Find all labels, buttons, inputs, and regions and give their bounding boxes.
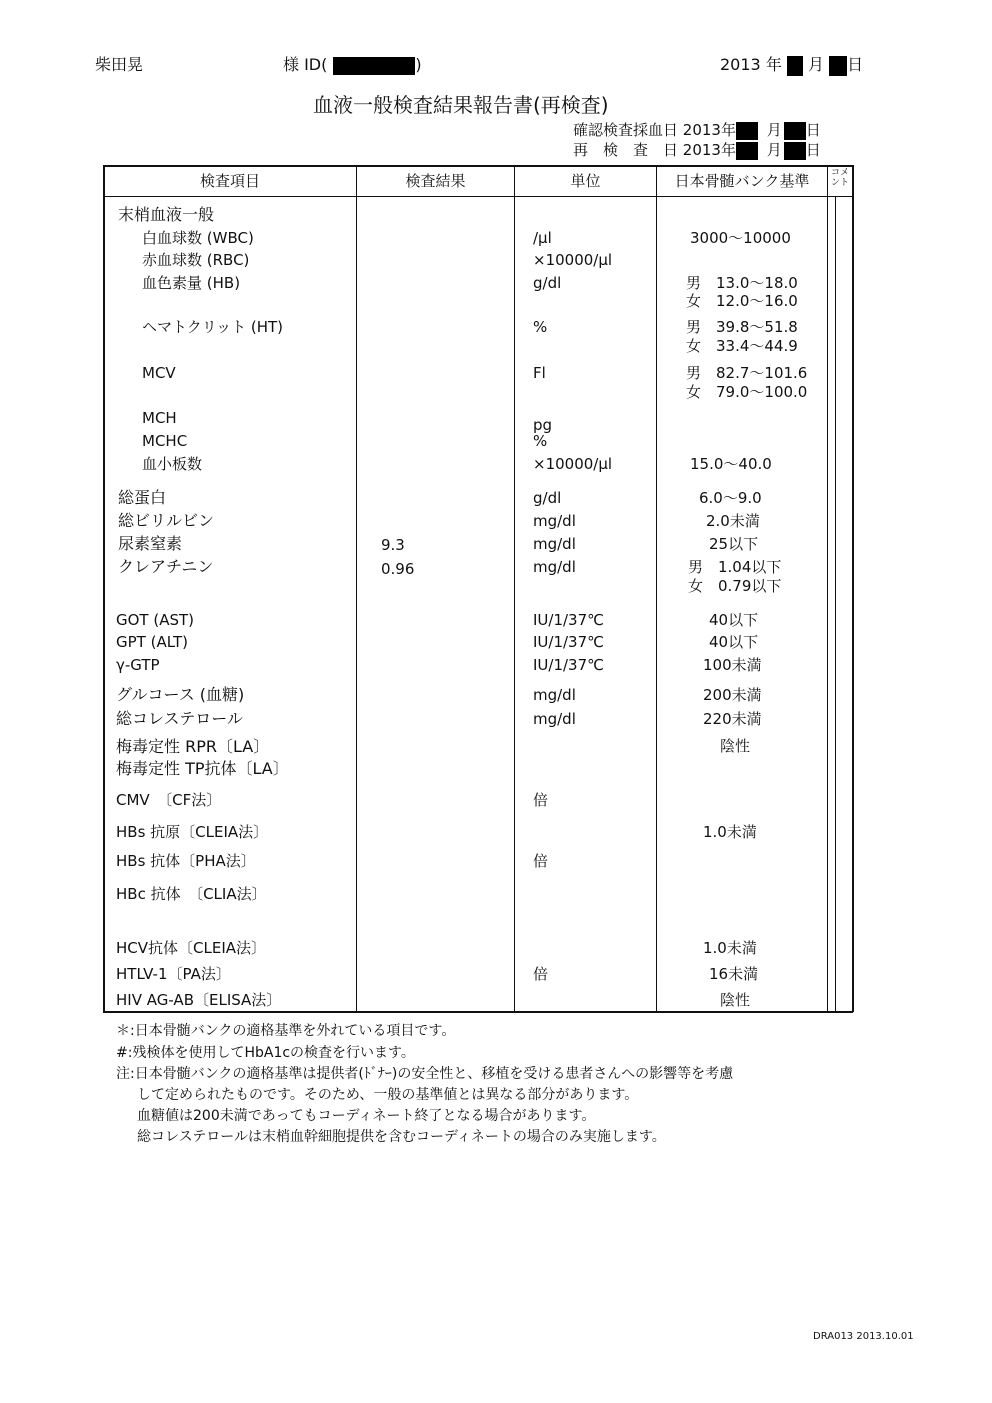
- row-hb-name: 血色素量 (HB): [142, 274, 241, 292]
- row-hbc-ab-name: HBc 抗体 〔CLIA法〕: [116, 885, 267, 903]
- recheck-month-redaction: [736, 142, 758, 160]
- note-cholesterol: 総コレステロールは末梢血幹細胞提供を含むコーディネートの場合のみ実施します。: [137, 1129, 666, 1145]
- report-month-char: 月: [808, 55, 825, 74]
- table-header-divider: [103, 196, 853, 197]
- note-caution: 注:日本骨髄バンクの適格基準は提供者(ﾄﾞﾅｰ)の安全性と、移植を受ける患者さんへの影響等を考慮: [116, 1066, 734, 1082]
- row-hbs-ab-name: HBs 抗体〔PHA法〕: [116, 852, 256, 870]
- row-tbil-unit: mg/dl: [533, 512, 576, 530]
- row-tc-name: 総コレステロール: [116, 709, 243, 728]
- row-hiv-name: HIV AG-AB〔ELISA法〕: [116, 991, 282, 1009]
- row-htlv-ref: 16未満: [709, 965, 759, 983]
- row-mchc-name: MCHC: [142, 432, 188, 450]
- header-reference: 日本骨髄バンク基準: [674, 172, 810, 190]
- row-plt-name: 血小板数: [142, 455, 203, 473]
- recheck-date-label: 再 検 査 日: [573, 141, 679, 159]
- report-day-char: 日: [847, 55, 864, 74]
- row-glu-name: グルコース (血糖): [116, 685, 245, 704]
- id-redaction: [333, 57, 415, 75]
- row-bun-name: 尿素窒素: [118, 534, 183, 553]
- row-hb-ref-female: 女 12.0〜16.0: [686, 292, 798, 310]
- col-divider-ref: [656, 165, 657, 1012]
- row-ggtp-name: γ-GTP: [116, 656, 160, 674]
- confirm-year-char: 年: [720, 121, 736, 139]
- patient-name: 柴田晃: [95, 55, 144, 74]
- row-rbc-unit: ×10000/μl: [533, 251, 613, 269]
- row-cre-name: クレアチニン: [118, 557, 214, 576]
- confirm-year: 2013: [682, 121, 721, 139]
- row-wbc-ref: 3000〜10000: [690, 229, 791, 247]
- page-title: 血液一般検査結果報告書(再検査): [313, 93, 609, 117]
- row-plt-ref: 15.0〜40.0: [690, 455, 772, 473]
- row-ht-unit: %: [533, 318, 548, 336]
- recheck-year-char: 年: [720, 141, 736, 159]
- recheck-day-char: 日: [805, 141, 821, 159]
- row-glu-ref: 200未満: [703, 686, 762, 704]
- row-wbc-unit: /μl: [533, 229, 552, 247]
- row-tc-unit: mg/dl: [533, 710, 576, 728]
- recheck-date: [573, 139, 821, 160]
- col-divider-unit: [514, 165, 515, 1012]
- header-unit: 単位: [570, 172, 601, 190]
- row-tbil-ref: 2.0未満: [706, 512, 760, 530]
- confirm-day-char: 日: [805, 121, 821, 139]
- row-tbil-name: 総ビリルビン: [118, 511, 215, 530]
- row-bun-unit: mg/dl: [533, 535, 576, 553]
- row-ggtp-ref: 100未満: [703, 656, 762, 674]
- row-tp-name: 総蛋白: [118, 488, 167, 507]
- row-gpt-name: GPT (ALT): [116, 633, 189, 651]
- form-code: DRA013 2013.10.01: [813, 1331, 914, 1342]
- row-ggtp-unit: IU/1/37℃: [533, 656, 604, 674]
- row-got-unit: IU/1/37℃: [533, 611, 604, 629]
- row-htlv-unit: 倍: [533, 965, 549, 983]
- header-result: 検査結果: [405, 172, 466, 190]
- row-rpr-ref: 陰性: [720, 737, 751, 755]
- row-plt-unit: ×10000/μl: [533, 455, 613, 473]
- row-bun-result: 9.3: [381, 536, 405, 554]
- confirm-month-redaction: [736, 122, 758, 140]
- row-hiv-ref: 陰性: [720, 991, 751, 1009]
- row-cre-ref-male: 男 1.04以下: [688, 558, 782, 576]
- header-test-item: 検査項目: [199, 172, 260, 190]
- note-asterisk: ＊:日本骨髄バンクの適格基準を外れている項目です。: [116, 1023, 456, 1039]
- table-border-bottom: [103, 1011, 853, 1013]
- confirm-month-char: 月: [766, 121, 782, 139]
- col-divider-result: [356, 165, 357, 1012]
- row-mcv-name: MCV: [142, 364, 176, 382]
- col-divider-comment: [827, 165, 828, 1012]
- confirm-date: [573, 119, 821, 140]
- row-hbs-ab-unit: 倍: [533, 852, 549, 870]
- row-mch-unit: pg: [533, 416, 553, 434]
- row-hcv-ref: 1.0未満: [703, 939, 757, 957]
- row-tp-unit: g/dl: [533, 489, 562, 507]
- month-redaction: [787, 56, 803, 76]
- id-prefix: 様 ID(: [283, 55, 328, 74]
- report-date: [720, 52, 863, 76]
- row-got-ref: 40以下: [709, 611, 759, 629]
- table-border-left: [103, 165, 105, 1012]
- row-tp-ab-name: 梅毒定性 TP抗体〔LA〕: [116, 759, 289, 778]
- report-year: 2013: [720, 55, 761, 74]
- row-glu-unit: mg/dl: [533, 686, 576, 704]
- id-field: [283, 52, 422, 75]
- row-ht-ref-female: 女 33.4〜44.9: [686, 337, 798, 355]
- row-wbc-name: 白血球数 (WBC): [142, 229, 254, 247]
- row-cmv-name: CMV 〔CF法〕: [116, 791, 222, 809]
- day-redaction: [829, 56, 847, 76]
- report-year-char: 年: [765, 55, 782, 74]
- row-mchc-unit: %: [533, 432, 548, 450]
- note-caution-cont: して定められたものです。そのため、一般の基準値とは異なる部分があります。: [137, 1087, 639, 1103]
- row-tc-ref: 220未満: [703, 710, 762, 728]
- row-mcv-unit: Fl: [533, 364, 546, 382]
- row-tp-ref: 6.0〜9.0: [699, 489, 762, 507]
- row-cre-result: 0.96: [381, 560, 415, 578]
- note-glucose: 血糖値は200未満であってもコーディネート終了となる場合があります。: [137, 1108, 596, 1124]
- row-mch-name: MCH: [142, 409, 177, 427]
- confirm-date-label: 確認検査採血日: [573, 121, 679, 139]
- row-htlv-name: HTLV-1〔PA法〕: [116, 965, 231, 983]
- section-peripheral-blood: 末梢血液一般: [118, 205, 215, 224]
- row-hb-ref-male: 男 13.0〜18.0: [686, 274, 798, 292]
- recheck-year: 2013: [682, 141, 721, 159]
- row-cre-unit: mg/dl: [533, 558, 576, 576]
- row-cre-ref-female: 女 0.79以下: [688, 577, 782, 595]
- row-rbc-name: 赤血球数 (RBC): [142, 251, 250, 269]
- row-hbs-ag-ref: 1.0未満: [703, 823, 757, 841]
- row-ht-name: ヘマトクリット (HT): [142, 318, 284, 336]
- recheck-day-redaction: [784, 142, 806, 160]
- row-hbs-ag-name: HBs 抗原〔CLEIA法〕: [116, 823, 269, 841]
- row-rpr-name: 梅毒定性 RPR〔LA〕: [116, 737, 270, 756]
- confirm-day-redaction: [784, 122, 806, 140]
- recheck-month-char: 月: [766, 141, 782, 159]
- id-suffix: ): [415, 55, 422, 74]
- row-gpt-unit: IU/1/37℃: [533, 633, 604, 651]
- row-gpt-ref: 40以下: [709, 633, 759, 651]
- row-bun-ref: 25以下: [709, 535, 759, 553]
- row-mcv-ref-male: 男 82.7〜101.6: [686, 364, 808, 382]
- col-divider-comment-inner: [835, 196, 836, 1012]
- table-border-right: [852, 165, 854, 1012]
- row-hcv-name: HCV抗体〔CLEIA法〕: [116, 939, 267, 957]
- row-ht-ref-male: 男 39.8〜51.8: [686, 318, 798, 336]
- row-hb-unit: g/dl: [533, 274, 562, 292]
- header-comment: コメント: [830, 168, 849, 188]
- note-hash: #:残検体を使用してHbA1cの検査を行います。: [116, 1045, 415, 1061]
- row-mcv-ref-female: 女 79.0〜100.0: [686, 383, 808, 401]
- row-cmv-unit: 倍: [533, 791, 549, 809]
- row-got-name: GOT (AST): [116, 611, 195, 629]
